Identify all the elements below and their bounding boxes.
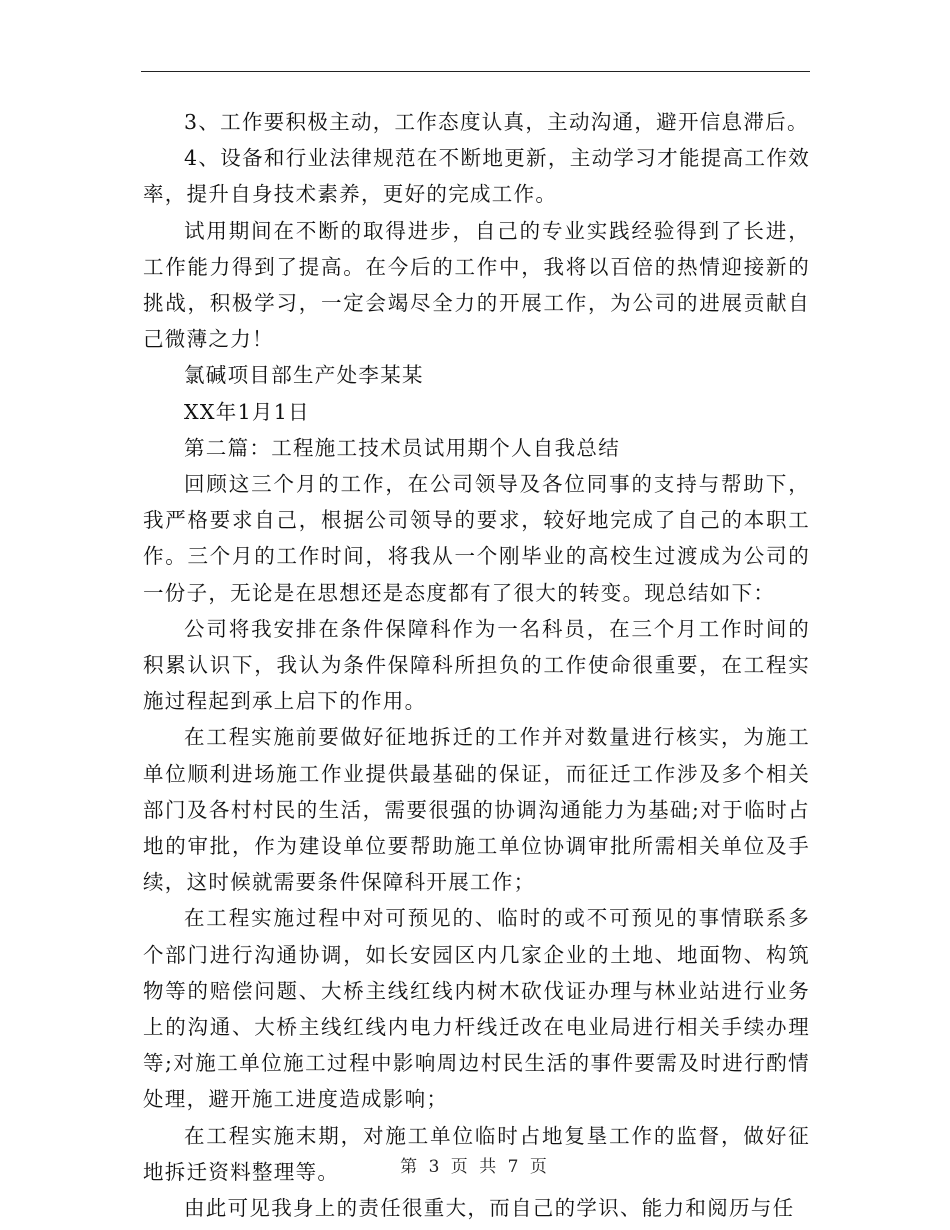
paragraph: 在工程实施前要做好征地拆迁的工作并对数量进行核实，为施工单位顺利进场施工作业提供最基础的保证，而征迁工作涉及多个相关部门及各村村民的生活，需要很强的协调沟通能力为基础;对于临时占地的审批，作为建设单位要帮助施工单位协调审批所需相关单位及手续，这时候就需要条件保障科开展工作； [143,725,810,895]
paragraph: 4、设备和行业法律规范在不断地更新，主动学习才能提高工作效率，提升自身技术素养，更好的完成工作。 [143,146,810,207]
signature-line: 氯碱项目部生产处李某某 [184,363,424,388]
page-number-footer: 第 3 页 共 7 页 [400,1157,550,1177]
paragraph: 在工程实施末期，对施工单位临时占地复垦工作的监督，做好征地拆迁资料整理等。 [143,1123,810,1184]
document-body [143,104,810,1226]
paragraph: 由此可见我身上的责任很重大，而自己的学识、能力和阅历与任 [184,1196,795,1221]
date-line: XX年1月1日 [184,399,310,424]
paragraph: 回顾这三个月的工作，在公司领导及各位同事的支持与帮助下，我严格要求自己，根据公司领导的要求，较好地完成了自己的本职工作。三个月的工作时间，将我从一个刚毕业的高校生过渡成为公司的一份子，无论是在思想还是态度都有了很大的转变。现总结如下： [143,472,810,605]
paragraph: 公司将我安排在条件保障科作为一名科员，在三个月工作时间的积累认识下，我认为条件保障科所担负的工作使命很重要，在工程实施过程起到承上启下的作用。 [143,616,810,714]
paragraph: 在工程实施过程中对可预见的、临时的或不可预见的事情联系多个部门进行沟通协调，如长安园区内几家企业的土地、地面物、构筑物等的赔偿问题、大桥主线红线内树木砍伐证办理与林业站进行业务上的沟通、大桥主线红线内电力杆线迁改在电业局进行相关手续办理等;对施工单位施工过程中影响周边村民生活的事件要需及时进行酌情处理，避开施工进度造成影响； [143,906,810,1112]
paragraph: 3、工作要积极主动，工作态度认真，主动沟通，避开信息滞后。 [184,110,809,134]
header-rule [141,71,810,72]
section-heading: 第二篇：工程施工技术员试用期个人自我总结 [184,435,620,460]
paragraph: 试用期间在不断的取得进步，自己的专业实践经验得到了长进，工作能力得到了提高。在今后的工作中，我将以百倍的热情迎接新的挑战，积极学习，一定会竭尽全力的开展工作，为公司的进展贡献自己微薄之力！ [143,218,810,352]
